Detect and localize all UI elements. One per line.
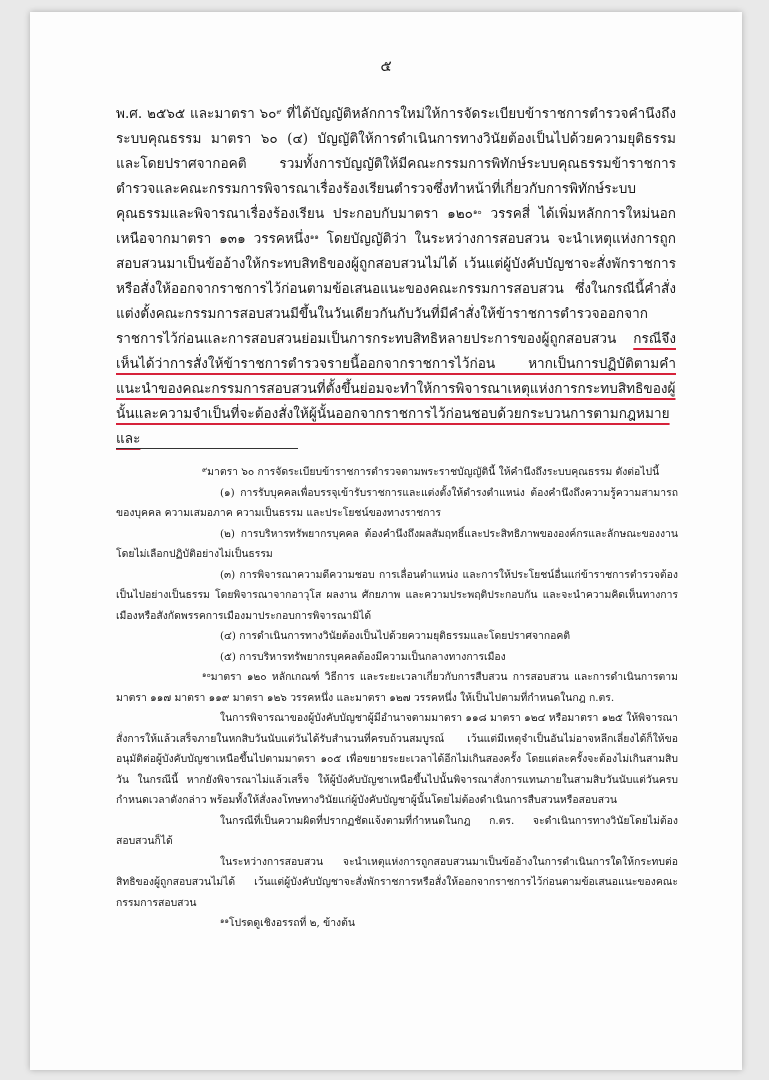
- footnote-9-text: มาตรา ๖๐ การจัดระเบียบข้าราชการตำรวจตามพระราชบัญญัตินี้ ให้คำนึงถึงระบบคุณธรรม ดังต่อไปนี้: [207, 466, 660, 478]
- body-text-start: พ.ศ. ๒๕๖๕ และมาตรา ๖๐: [116, 106, 277, 122]
- footnote-divider: [116, 448, 298, 449]
- footnote-9-item-1: (๑) การรับบุคคลเพื่อบรรจุเข้ารับราชการและแต่งตั้งให้ดำรงตำแหน่ง ต้องคำนึงถึงความรู้ความสามารถของบุคคล ความเสมอภาค ความเป็นธรรม และประโยชน์ของทางราชการ: [116, 486, 678, 519]
- footnote-9-heading: [116, 462, 678, 483]
- footnote-11: [116, 913, 678, 934]
- footnote-ref-10: ๑๐: [472, 208, 482, 216]
- body-text-part2: ที่ได้บัญญัติหลักการใหม่ให้การจัดระเบียบข้าราชการตำรวจคำนึงถึงระบบคุณธรรม มาตรา ๖๐ (๔) บัญญัติให้การดำเนินการทางวินัยต้องเป็นไปด้วยความยุติธรรมและโดยปราศจากอคติ รวมทั้งการบัญญัติให้มีคณะกรรมการพิทักษ์ระบบคุณธรรมข้าราชการตำรวจและคณะกรรมการพิจารณาเรื่องร้องเรียนตำรวจซึ่งทำหน้าที่เกี่ยวกับการพิทักษ์ระบบคุณธรรมและพิจารณาเรื่องร้องเรียน ประกอบกับมาตรา ๑๒๐: [116, 106, 676, 222]
- footnote-10-para-3: ในกรณีที่เป็นความผิดที่ปรากฏชัดแจ้งตามที่กำหนดในกฎ ก.ตร. จะดำเนินการทางวินัยโดยไม่ต้องสอบสวนก็ได้: [116, 814, 678, 847]
- document-page: [30, 12, 742, 1070]
- footnote-10-text: มาตรา ๑๒๐ หลักเกณฑ์ วิธีการ และระยะเวลาเกี่ยวกับการสืบสวน การสอบสวน และการดำเนินการตามมาตรา ๑๑๗ มาตรา ๑๑๙ มาตรา ๑๒๖ วรรคหนึ่ง และมาตรา ๑๒๗ วรรคหนึ่ง ให้เป็นไปตามที่กำหนดในกฎ ก.ตร.: [116, 671, 678, 704]
- body-paragraph: [116, 102, 676, 452]
- footnote-9-item-5: (๕) การบริหารทรัพยากรบุคคลต้องมีความเป็นกลางทางการเมือง: [220, 650, 506, 663]
- footnote-mark-10: ๑๐: [202, 671, 211, 679]
- footnote-11-text: โปรดดูเชิงอรรถที่ ๒, ข้างต้น: [228, 917, 355, 929]
- footnote-10-heading: [116, 667, 678, 708]
- body-text-part4: โดยบัญญัติว่า ในระหว่างการสอบสวน จะนำเหตุแห่งการถูกสอบสวนมาเป็นข้ออ้างให้กระทบสิทธิของผู้ถูกสอบสวนไม่ได้ เว้นแต่ผู้บังคับบัญชาจะสั่งพักราชการหรือสั่งให้ออกจากราชการไว้ก่อนตามข้อเสนอแนะของคณะกรรมการสอบสวน ซึ่งในกรณีนี้คำสั่งแต่งตั้งคณะกรรมการสอบสวนมีขึ้นในวันเดียวกันกับวันที่มีคำสั่งให้ข้าราชการตำรวจออกจากราชการไว้ก่อนและการสอบสวนย่อมเป็นการกระทบสิทธิหลายประการของผู้ถูกสอบสวน: [116, 231, 677, 347]
- footnote-9-item-2: (๒) การบริหารทรัพยากรบุคคล ต้องคำนึงถึงผลสัมฤทธิ์และประสิทธิภาพขององค์กรและลักษณะของงาน โดยไม่เลือกปฏิบัติอย่างไม่เป็นธรรม: [116, 527, 678, 560]
- page-number: ๕: [380, 57, 392, 75]
- footnote-mark-11: ๑๑: [220, 917, 229, 925]
- footnote-9-item-4: (๔) การดำเนินการทางวินัยต้องเป็นไปด้วยความยุติธรรมและโดยปราศจากอคติ: [220, 630, 571, 642]
- footnote-10-para-2: ในการพิจารณาของผู้บังคับบัญชาผู้มีอำนาจตามมาตรา ๑๑๘ มาตรา ๑๒๔ หรือมาตรา ๑๒๕ ให้พิจารณาสั่งการให้แล้วเสร็จภายในหกสิบวันนับแต่วันได้รับสำนวนที่ครบถ้วนสมบูรณ์ เว้นแต่มีเหตุจำเป็นอันไม่อาจหลีกเลี่ยงได้ก็ให้ขออนุมัติต่อผู้บังคับบัญชาเหนือขึ้นไปตามมาตรา ๑๐๕ เพื่อขยายระยะเวลาได้อีกไม่เกินสองครั้ง โดยแต่ละครั้งจะต้องไม่เกินสามสิบวัน ในกรณีนี้ หากยังพิจารณาไม่แล้วเสร็จ ให้ผู้บังคับบัญชาเหนือขึ้นไปนั้นพิจารณาสั่งการแทนภายในสามสิบวันนับแต่วันครบกำหนดเวลาดังกล่าว พร้อมทั้งให้สั่งลงโทษทางวินัยแก่ผู้บังคับบัญชาผู้นั้นโดยไม่ต้องดำเนินการสืบสวนหรือสอบสวน: [116, 712, 678, 806]
- underlined-highlight: กรณีจึงเห็นได้ว่าการสั่งให้ข้าราชการตำรวจรายนี้ออกจากราชการไว้ก่อน หากเป็นการปฏิบัติตามคำแนะนำของคณะกรรมการสอบสวนที่ตั้งขึ้นย่อมจะทำให้การพิจารณาเหตุแห่งการกระทบสิทธิของผู้นั้นและความจำเป็นที่จะต้องสั่งให้ผู้นั้นออกจากราชการไว้ก่อนชอบด้วยกระบวนการตามกฎหมายและ: [116, 331, 676, 447]
- footnote-ref-11: ๑๑: [309, 233, 319, 241]
- body-text-part3: วรรคสี่ ได้เพิ่มหลักการใหม่นอกเหนือจากมาตรา ๑๓๑ วรรคหนึ่ง: [116, 206, 676, 247]
- footnote-10-para-4: ในระหว่างการสอบสวน จะนำเหตุแห่งการถูกสอบสวนมาเป็นข้ออ้างในการดำเนินการใดให้กระทบต่อสิทธิของผู้ถูกสอบสวนไม่ได้ เว้นแต่ผู้บังคับบัญชาจะสั่งพักราชการหรือสั่งให้ออกจากราชการไว้ก่อนตามข้อเสนอแนะของคณะกรรมการสอบสวน: [116, 855, 678, 909]
- footnote-ref-9: ๙: [276, 108, 282, 116]
- footnote-9-item-3: (๓) การพิจารณาความดีความชอบ การเลื่อนตำแหน่ง และการให้ประโยชน์อื่นแก่ข้าราชการตำรวจต้องเป็นไปอย่างเป็นธรรม โดยพิจารณาจากอาวุโส ผลงาน ศักยภาพ และความประพฤติประกอบกัน และจะนำความคิดเห็นทางการเมืองหรือสังกัดพรรคการเมืองมาประกอบการพิจารณามิได้: [116, 568, 678, 622]
- footnote-mark-9: ๙: [202, 466, 208, 474]
- footnotes: [116, 462, 678, 934]
